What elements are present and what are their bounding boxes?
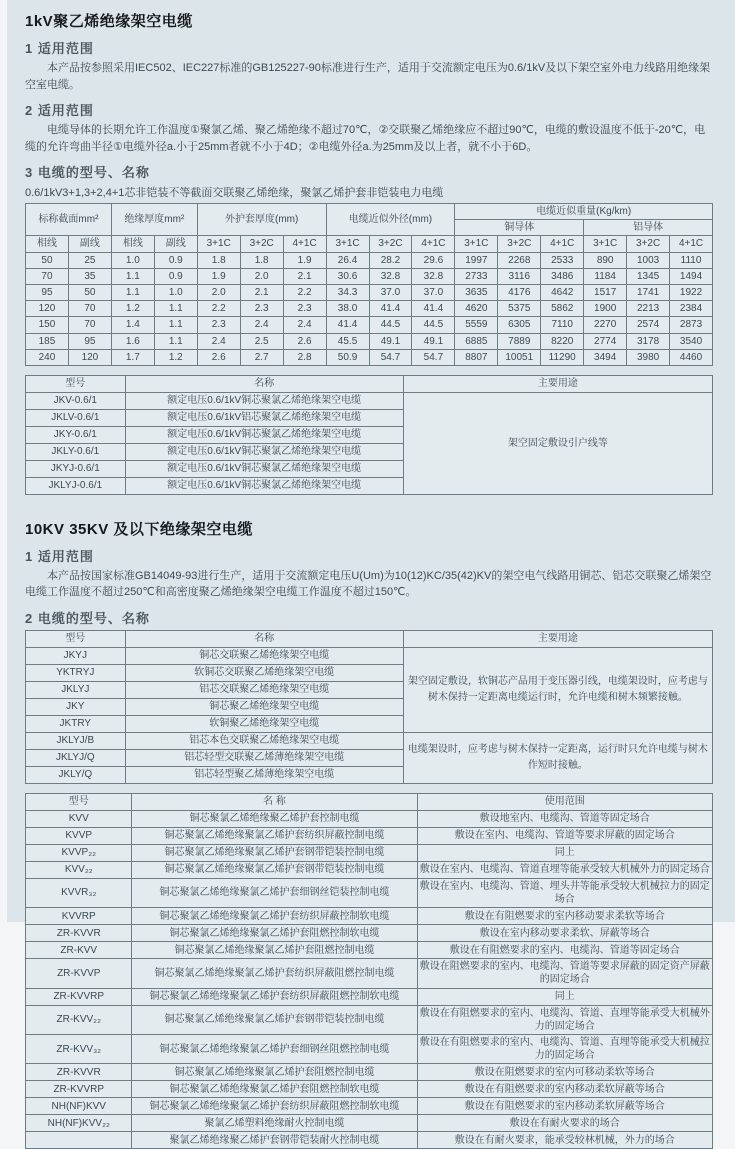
model-cell: JKV-0.6/1 xyxy=(26,392,126,409)
spec-col-header: 3+2C xyxy=(240,236,283,252)
spec-cell: 1.2 xyxy=(111,301,154,317)
spec-cell: 25 xyxy=(68,252,111,268)
spec-cell: 1.8 xyxy=(240,252,283,268)
doc1-section3-heading: 3 电缆的型号、名称 xyxy=(25,165,150,180)
spec-cell: 4460 xyxy=(670,349,713,365)
spec-cell: 1.1 xyxy=(154,333,197,349)
control-table-row xyxy=(26,1064,713,1081)
spec-cell: 2.4 xyxy=(240,317,283,333)
spec-cell: 7889 xyxy=(498,333,541,349)
doc1-section2-heading: 2 适用范围 xyxy=(25,103,94,118)
spec-table-row xyxy=(26,349,713,365)
spec-col-header: 4+1C xyxy=(541,236,584,252)
spec-cell: 2.7 xyxy=(240,349,283,365)
spec-cell: 70 xyxy=(68,301,111,317)
spec-cell: 2.5 xyxy=(240,333,283,349)
name-cell: 铜芯聚氯乙烯绝缘聚氯乙烯护套纺织屏蔽控制电缆 xyxy=(132,827,417,844)
document-page xyxy=(7,0,735,1146)
spec-cell: 1.8 xyxy=(197,252,240,268)
spec-cell: 10051 xyxy=(498,349,541,365)
spec-cell: 2.8 xyxy=(283,349,326,365)
spec-table-row xyxy=(26,301,713,317)
model-cell: JKTRY xyxy=(26,715,126,732)
spec-cell: 1.6 xyxy=(111,333,154,349)
name-cell: 聚氯乙烯塑料绝缘耐火控制电缆 xyxy=(132,1115,417,1132)
name-cell: 额定电压0.6/1kV铜芯聚氯乙烯绝缘架空电缆 xyxy=(125,426,403,443)
spec-cell: 34.3 xyxy=(326,284,369,300)
control-table-row xyxy=(26,810,713,827)
model-cell: KVV xyxy=(26,810,132,827)
name-column-header: 名称 xyxy=(125,630,403,647)
name-cell: 额定电压0.6/1kV铜芯聚氯乙烯绝缘架空电缆 xyxy=(125,460,403,477)
spec-cell: 1184 xyxy=(584,268,627,284)
spec-table-row xyxy=(26,333,713,349)
model-1kv-header-row xyxy=(26,375,713,392)
control-table-row xyxy=(26,844,713,861)
spec-cell: 2.0 xyxy=(240,268,283,284)
doc2-section2-heading: 2 电缆的型号、名称 xyxy=(25,610,150,626)
name-cell: 铜芯聚氯乙烯绝缘聚氯乙烯护套细钢丝阻燃控制电缆 xyxy=(132,1035,417,1064)
spec-leaf-header-row xyxy=(26,236,713,252)
model-table-row xyxy=(26,732,713,749)
spec-cell: 32.8 xyxy=(369,268,412,284)
name-cell: 铜芯聚氯乙烯绝缘聚氯乙烯护套纺织屏蔽阻燃控制软电缆 xyxy=(132,1098,417,1115)
usage-cell: 敷设在室内、电缆沟、管道、埋头井等能承受较大机械拉力的固定场合 xyxy=(417,878,712,907)
spec-cell: 4620 xyxy=(455,301,498,317)
usage-cell: 敷设在有耐火要求的场合 xyxy=(417,1115,712,1132)
spec-cell: 11290 xyxy=(541,349,584,365)
spec-cell: 1517 xyxy=(584,284,627,300)
usage-cell: 敷设在有阻燃要求的室内移动柔软屏蔽等场合 xyxy=(417,1098,712,1115)
spec-cell: 2574 xyxy=(627,317,670,333)
doc2-section1-paragraph: 本产品按国家标准GB14049-93进行生产，适用于交流额定电压U(Um)为10(12)KC/35(42)KV的架空电气线路用铜芯、铝芯交联聚乙烯架空电缆工作温度不超过250℃和高密度聚乙烯绝缘架空电缆工作温度不超过150℃。 xyxy=(25,569,712,599)
spec-cell: 30.6 xyxy=(326,268,369,284)
model-cell: KVV₂₂ xyxy=(26,861,132,878)
spec-cell: 3635 xyxy=(455,284,498,300)
spec-cell: 2.4 xyxy=(283,317,326,333)
model-cell: KVVP₂₂ xyxy=(26,844,132,861)
usage-cell: 同上 xyxy=(417,844,712,861)
usage-cell: 敷设在室内移动要求柔软、屏蔽等场合 xyxy=(417,925,712,942)
spec-cell: 185 xyxy=(26,333,69,349)
spec-col-header: 3+2C xyxy=(627,236,670,252)
model-cell: JKY xyxy=(26,698,126,715)
name-cell: 铜芯聚氯乙烯绝缘聚乙烯护套控制电缆 xyxy=(132,810,417,827)
spec-col-header: 相线 xyxy=(111,236,154,252)
control-table-row xyxy=(26,1132,713,1149)
name-cell: 铜芯聚氯乙烯绝缘聚氯乙烯护套钢带铠装控制电缆 xyxy=(132,844,417,861)
model-cell: ZR-KVV xyxy=(26,942,132,959)
spec-cell: 0.9 xyxy=(154,268,197,284)
spec-col-header: 3+1C xyxy=(584,236,627,252)
name-cell: 铜芯聚氯乙烯绝缘聚氯乙烯护套阻燃控制电缆 xyxy=(132,1064,417,1081)
model-column-header: 型号 xyxy=(26,793,132,810)
col-group-cross-section: 标称截面mm² xyxy=(26,204,112,236)
usage-cell: 敷设在有阻燃要求的室内移动要求柔软等场合 xyxy=(417,908,712,925)
control-table-row xyxy=(26,908,713,925)
spec-cell: 5375 xyxy=(498,301,541,317)
model-column-header: 型号 xyxy=(26,375,126,392)
name-cell: 铜芯聚氯乙烯绝缘聚氯乙烯护套阻燃控制软电缆 xyxy=(132,925,417,942)
spec-col-header: 3+1C xyxy=(197,236,240,252)
usage-column-header: 主要用途 xyxy=(403,630,712,647)
control-table-row xyxy=(26,827,713,844)
spec-cell: 2.1 xyxy=(283,268,326,284)
spec-cell: 50.9 xyxy=(326,349,369,365)
spec-cell: 8220 xyxy=(541,333,584,349)
name-cell: 铜芯聚氯乙烯绝缘聚氯乙烯护套纺织屏蔽阻燃控制电缆 xyxy=(132,959,417,988)
spec-col-header: 副线 xyxy=(68,236,111,252)
usage-cell: 敷设在有阻燃要求的室内、电缆沟、管道、直埋等能承受大机械外力的固定场合 xyxy=(417,1005,712,1034)
spec-cell: 70 xyxy=(26,268,69,284)
control-table-body xyxy=(26,810,713,1149)
spec-cell: 150 xyxy=(26,317,69,333)
spec-cell: 1.2 xyxy=(154,349,197,365)
model-table-1kv xyxy=(25,375,713,495)
spec-cell: 2.3 xyxy=(240,301,283,317)
spec-cell: 2774 xyxy=(584,333,627,349)
spec-cell: 37.0 xyxy=(369,284,412,300)
model-cell: JKYJ-0.6/1 xyxy=(26,460,126,477)
spec-cell: 41.4 xyxy=(326,317,369,333)
spec-cell: 5862 xyxy=(541,301,584,317)
spec-cell: 0.9 xyxy=(154,252,197,268)
model-cell: ZR-KVVP xyxy=(26,959,132,988)
cable-spec-table xyxy=(25,203,713,366)
spec-col-header: 副线 xyxy=(154,236,197,252)
model-cell: ZR-KVVR xyxy=(26,925,132,942)
spec-cell: 49.1 xyxy=(412,333,455,349)
spec-cell: 1.9 xyxy=(197,268,240,284)
col-group-aluminum: 铝导体 xyxy=(584,220,713,236)
name-cell: 铜芯聚氯乙烯绝缘聚氯乙烯护套钢带铠装控制电缆 xyxy=(132,1005,417,1034)
usage-cell: 敷设在阻燃要求的室内可移动柔软等场合 xyxy=(417,1064,712,1081)
name-cell: 聚氯乙烯绝缘聚乙烯护套钢带铠装耐火控制电缆 xyxy=(132,1132,417,1149)
model-cell: JKLYJ/B xyxy=(26,732,126,749)
spec-cell: 2.4 xyxy=(197,333,240,349)
control-table-row xyxy=(26,1115,713,1132)
spec-cell: 1741 xyxy=(627,284,670,300)
spec-cell: 240 xyxy=(26,349,69,365)
model-cell: ZR-KVV₂₂ xyxy=(26,1005,132,1034)
spec-cell: 49.1 xyxy=(369,333,412,349)
spec-cell: 26.4 xyxy=(326,252,369,268)
spec-cell: 1494 xyxy=(670,268,713,284)
spec-cell: 45.5 xyxy=(326,333,369,349)
model-cell: KVVR₃₂ xyxy=(26,878,132,907)
doc2-title: 10KV 35KV 及以下绝缘架空电缆 xyxy=(25,520,253,538)
spec-cell: 890 xyxy=(584,252,627,268)
control-table-row xyxy=(26,861,713,878)
spec-table-header xyxy=(26,204,713,253)
model-hv-header-row xyxy=(26,630,713,647)
spec-table-caption: 0.6/1kV3+1,3+2,4+1芯非铠装不等截面交联聚乙烯绝缘，聚氯乙烯护套非铠装电力电缆 xyxy=(25,187,444,199)
spec-cell: 50 xyxy=(68,284,111,300)
usage-cell: 电缆架设时，应考虑与树木保持一定距离，运行时只允许电缆与树木作短时接触。 xyxy=(403,732,712,783)
model-hv-body xyxy=(26,647,713,783)
spec-cell: 8807 xyxy=(455,349,498,365)
name-cell: 铝芯轻型聚乙烯薄绝缘架空电缆 xyxy=(125,766,403,783)
usage-cell: 敷设地室内、电缆沟、管道等固定场合 xyxy=(417,810,712,827)
spec-cell: 2213 xyxy=(627,301,670,317)
spec-cell: 120 xyxy=(68,349,111,365)
spec-cell: 5559 xyxy=(455,317,498,333)
spec-cell: 41.4 xyxy=(369,301,412,317)
name-column-header: 名称 xyxy=(125,375,403,392)
name-cell: 铜芯聚氯乙烯绝缘聚氯乙烯护套纺织屏蔽阻燃控制软电缆 xyxy=(132,988,417,1005)
doc1-section1-heading: 1 适用范围 xyxy=(25,41,94,56)
col-group-weight: 电缆近似重量(Kg/km) xyxy=(455,204,713,220)
model-cell: ZR-KVVRP xyxy=(26,988,132,1005)
model-cell: ZR-KVV₃₂ xyxy=(26,1035,132,1064)
spec-table-row xyxy=(26,268,713,284)
doc1-section1-paragraph: 本产品按参照采用IEC502、IEC227标准的GB125227-90标准进行生产，适用于交流额定电压为0.6/1kV及以下架空室外电力线路用绝缘架空室电缆。 xyxy=(25,62,711,91)
spec-cell: 3116 xyxy=(498,268,541,284)
name-cell: 铝芯本色交联聚乙烯绝缘架空电缆 xyxy=(125,732,403,749)
spec-cell: 3486 xyxy=(541,268,584,284)
model-table-row xyxy=(26,647,713,664)
name-cell: 额定电压0.6/1kV铝芯聚氯乙烯绝缘架空电缆 xyxy=(125,409,403,426)
name-cell: 铜芯聚氯乙烯绝缘聚氯乙烯护套纺织屏蔽控制软电缆 xyxy=(132,908,417,925)
spec-col-header: 3+1C xyxy=(455,236,498,252)
spec-table-row xyxy=(26,252,713,268)
usage-cell: 同上 xyxy=(417,988,712,1005)
col-group-sheath: 外护套厚度(mm) xyxy=(197,204,326,236)
spec-cell: 2268 xyxy=(498,252,541,268)
name-cell: 铜芯聚氯乙烯绝缘聚氯乙烯护套钢带铠装控制电缆 xyxy=(132,861,417,878)
spec-cell: 37.0 xyxy=(412,284,455,300)
usage-cell: 敷设在室内、电缆沟、管道等要求屏蔽的固定场合 xyxy=(417,827,712,844)
spec-cell: 6885 xyxy=(455,333,498,349)
spec-cell: 1.7 xyxy=(111,349,154,365)
spec-cell: 44.5 xyxy=(412,317,455,333)
model-table-hv xyxy=(25,630,713,784)
control-table-row xyxy=(26,878,713,907)
model-cell: ZR-KVVR xyxy=(26,1064,132,1081)
model-cell: JKLV-0.6/1 xyxy=(26,409,126,426)
spec-cell: 1.1 xyxy=(154,301,197,317)
spec-cell: 2.6 xyxy=(283,333,326,349)
spec-col-header: 4+1C xyxy=(283,236,326,252)
spec-cell: 1.0 xyxy=(111,252,154,268)
control-table-row xyxy=(26,1098,713,1115)
spec-col-header: 3+1C xyxy=(326,236,369,252)
spec-cell: 3980 xyxy=(627,349,670,365)
name-cell: 额定电压0.6/1kV铜芯聚氯乙烯绝缘架空电缆 xyxy=(125,443,403,460)
name-cell: 软铜聚乙烯绝缘架空电缆 xyxy=(125,715,403,732)
name-cell: 铜芯聚氯乙烯绝缘聚氯乙烯护套细钢丝铠装控制电缆 xyxy=(132,878,417,907)
spec-header-row-1 xyxy=(26,204,713,220)
usage-cell: 架空固定敷设，软铜芯产品用于变压器引线，电缆架设时，应考虑与树木保持一定距离电缆运行时，允许电缆和树木频繁接触。 xyxy=(403,647,712,732)
usage-cell: 敷设在有阻燃要求的室内、电缆沟、管道等固定场合 xyxy=(417,942,712,959)
spec-cell: 1.1 xyxy=(154,317,197,333)
spec-cell: 2.0 xyxy=(197,284,240,300)
spec-cell: 35 xyxy=(68,268,111,284)
spec-cell: 4642 xyxy=(541,284,584,300)
spec-cell: 41.4 xyxy=(412,301,455,317)
spec-cell: 2733 xyxy=(455,268,498,284)
spec-cell: 2873 xyxy=(670,317,713,333)
spec-cell: 4176 xyxy=(498,284,541,300)
doc1-section2-paragraph: 电缆导体的长期允许工作温度①聚氯乙烯、聚乙烯绝缘不超过70℃，②交联聚乙烯绝缘应不超过90℃，电缆的敷设温度不低于-20℃，电缆的允许弯曲半径①电缆外径a.小于25mm者就不小于4D；②电缆外径a.为25mm及以上者，就不小于6D。 xyxy=(25,124,706,153)
spec-col-header: 3+2C xyxy=(498,236,541,252)
spec-cell: 2270 xyxy=(584,317,627,333)
name-cell: 铜芯聚氯乙烯绝缘聚氯乙烯护套阻燃控制软电缆 xyxy=(132,1081,417,1098)
col-group-insulation: 绝缘厚度mm² xyxy=(111,204,197,236)
spec-cell: 3494 xyxy=(584,349,627,365)
name-cell: 额定电压0.6/1kV铜芯聚氯乙烯绝缘架空电缆 xyxy=(125,477,403,494)
spec-cell: 70 xyxy=(68,317,111,333)
model-cell: JKYJ xyxy=(26,647,126,664)
spec-cell: 1.0 xyxy=(154,284,197,300)
spec-col-header: 3+2C xyxy=(369,236,412,252)
spec-cell: 44.5 xyxy=(369,317,412,333)
doc2-section1-heading: 1 适用范围 xyxy=(25,548,94,564)
spec-cell: 2.1 xyxy=(240,284,283,300)
usage-cell: 敷设在室内、电缆沟、管道直埋等能承受较大机械外力的固定场合 xyxy=(417,861,712,878)
usage-cell: 架空固定敷设引户线等 xyxy=(403,392,712,494)
spec-col-header: 相线 xyxy=(26,236,69,252)
usage-cell: 敷设在有耐火要求，能承受较林机械，外力的场合 xyxy=(417,1132,712,1149)
doc1-title: 1kV聚乙烯绝缘架空电缆 xyxy=(25,13,193,30)
spec-table-body xyxy=(26,252,713,365)
model-cell: ZR-KVVRP xyxy=(26,1081,132,1098)
spec-cell: 120 xyxy=(26,301,69,317)
model-cell: JKLYJ xyxy=(26,681,126,698)
spec-cell: 3178 xyxy=(627,333,670,349)
name-cell: 铜芯聚氯乙烯绝缘聚氯乙烯护套阻燃控制电缆 xyxy=(132,942,417,959)
spec-cell: 1345 xyxy=(627,268,670,284)
model-cell: NH(NF)KVV₂₂ xyxy=(26,1115,132,1132)
spec-cell: 29.6 xyxy=(412,252,455,268)
spec-cell: 54.7 xyxy=(369,349,412,365)
spec-cell: 1.4 xyxy=(111,317,154,333)
control-table-row xyxy=(26,1081,713,1098)
control-table-row xyxy=(26,959,713,988)
spec-cell: 2.3 xyxy=(283,301,326,317)
model-1kv-body xyxy=(26,392,713,494)
control-table-row xyxy=(26,942,713,959)
spec-cell: 2.3 xyxy=(197,317,240,333)
usage-cell: 敷设在阻燃要求的室内、电缆沟、管道等要求屏蔽的固定资产屏蔽的固定场合 xyxy=(417,959,712,988)
spec-cell: 6305 xyxy=(498,317,541,333)
control-table-row xyxy=(26,925,713,942)
model-cell: JKLYJ-0.6/1 xyxy=(26,477,126,494)
spec-table-row xyxy=(26,284,713,300)
spec-cell: 3540 xyxy=(670,333,713,349)
control-table-header-row xyxy=(26,793,713,810)
spec-cell: 50 xyxy=(26,252,69,268)
model-column-header: 型号 xyxy=(26,630,126,647)
name-column-header: 名 称 xyxy=(132,793,417,810)
model-table-row xyxy=(26,392,713,409)
spec-cell: 28.2 xyxy=(369,252,412,268)
spec-cell: 1110 xyxy=(670,252,713,268)
name-cell: 铜芯交联聚乙烯绝缘架空电缆 xyxy=(125,647,403,664)
model-cell: JKLYJ/Q xyxy=(26,749,126,766)
control-table-row xyxy=(26,1005,713,1034)
spec-col-header: 4+1C xyxy=(670,236,713,252)
name-cell: 铝芯轻型交联聚乙烯薄绝缘架空电缆 xyxy=(125,749,403,766)
col-group-copper: 铜导体 xyxy=(455,220,584,236)
spec-cell: 1003 xyxy=(627,252,670,268)
spec-cell: 2384 xyxy=(670,301,713,317)
spec-cell: 1.9 xyxy=(283,252,326,268)
model-cell: JKY-0.6/1 xyxy=(26,426,126,443)
col-group-outer-diameter: 电缆近似外径(mm) xyxy=(326,204,455,236)
spec-cell: 1997 xyxy=(455,252,498,268)
name-cell: 额定电压0.6/1kV铜芯聚氯乙烯绝缘架空电缆 xyxy=(125,392,403,409)
model-cell: JKLY-0.6/1 xyxy=(26,443,126,460)
spec-cell: 2.6 xyxy=(197,349,240,365)
spec-cell: 2533 xyxy=(541,252,584,268)
spec-table-row xyxy=(26,317,713,333)
spec-cell: 1.1 xyxy=(111,268,154,284)
spec-cell: 1900 xyxy=(584,301,627,317)
model-cell: KVVP xyxy=(26,827,132,844)
spec-cell: 7110 xyxy=(541,317,584,333)
usage-cell: 敷设在有阻燃要求的室内移动柔软屏蔽等场合 xyxy=(417,1081,712,1098)
name-cell: 铜芯聚乙烯绝缘架空电缆 xyxy=(125,698,403,715)
name-cell: 软铜芯交联聚乙烯绝缘架空电缆 xyxy=(125,664,403,681)
name-cell: 铝芯交联聚乙烯绝缘架空电缆 xyxy=(125,681,403,698)
model-cell: JKLY/Q xyxy=(26,766,126,783)
usage-column-header: 使用范围 xyxy=(417,793,712,810)
model-cell: KVVRP xyxy=(26,908,132,925)
model-cell: NH(NF)KVV xyxy=(26,1098,132,1115)
spec-cell: 2.2 xyxy=(197,301,240,317)
usage-column-header: 主要用途 xyxy=(403,375,712,392)
spec-col-header: 4+1C xyxy=(412,236,455,252)
spec-cell: 95 xyxy=(68,333,111,349)
spec-cell: 1.1 xyxy=(111,284,154,300)
control-cable-table xyxy=(25,793,713,1149)
model-cell xyxy=(26,1132,132,1149)
control-table-row xyxy=(26,988,713,1005)
spec-cell: 32.8 xyxy=(412,268,455,284)
control-table-row xyxy=(26,1035,713,1064)
spec-cell: 38.0 xyxy=(326,301,369,317)
model-cell: YKTRYJ xyxy=(26,664,126,681)
spec-cell: 2.2 xyxy=(283,284,326,300)
spec-cell: 54.7 xyxy=(412,349,455,365)
spec-cell: 1922 xyxy=(670,284,713,300)
usage-cell: 敷设在有阻燃要求的室内、电缆沟、管道、直埋等能承受大机械拉力的固定场合 xyxy=(417,1035,712,1064)
spec-cell: 95 xyxy=(26,284,69,300)
